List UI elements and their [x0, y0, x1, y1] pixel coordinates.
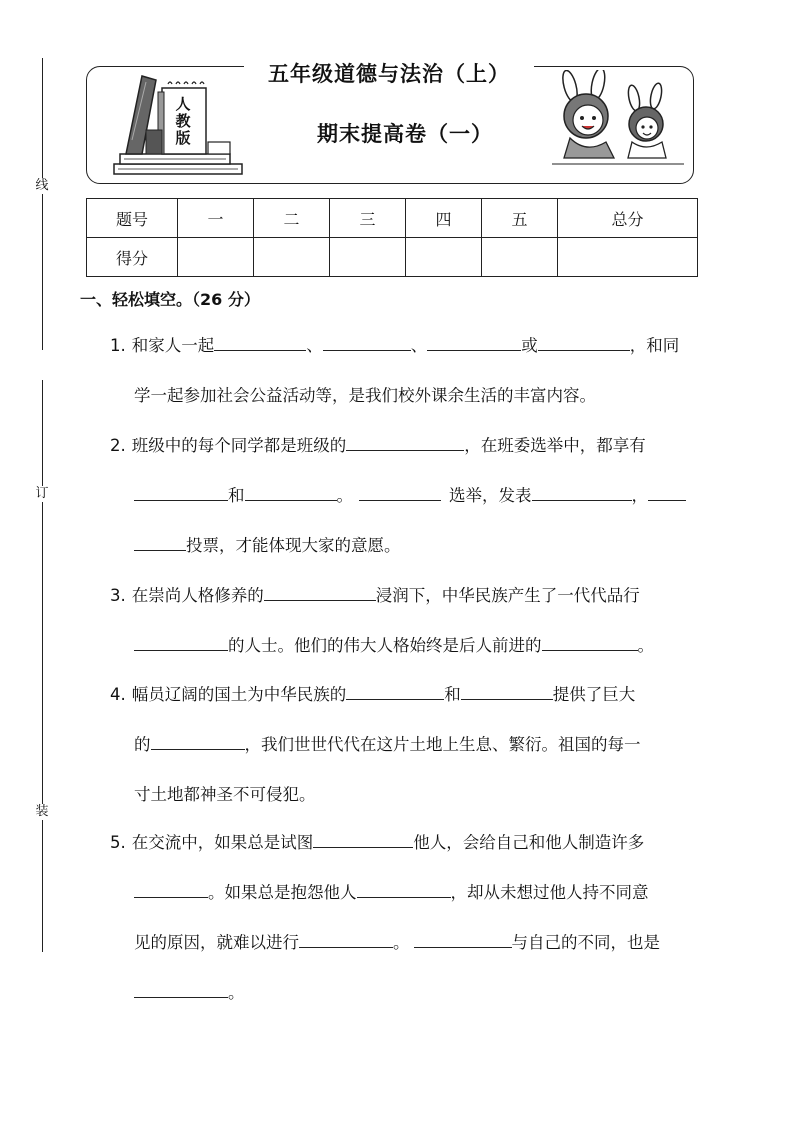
question-text: 和家人一起 — [131, 336, 215, 355]
score-cell: 二 — [254, 199, 330, 238]
question-text: 他人，会给自己和他人制造许多 — [413, 833, 645, 852]
question-text: 。如果总是抱怨他人 — [208, 883, 357, 902]
question-text: 提供了巨大 — [552, 685, 636, 704]
answer-blank[interactable] — [346, 432, 464, 451]
question-5 — [110, 818, 710, 1018]
score-cell: 三 — [330, 199, 406, 238]
question-text: ， — [631, 486, 648, 505]
question-3 — [110, 571, 710, 671]
question-text: 和 — [444, 685, 461, 704]
score-cell: 总分 — [558, 199, 698, 238]
answer-blank[interactable] — [461, 681, 553, 700]
answer-blank[interactable] — [648, 482, 686, 501]
question-text: 投票，才能体现大家的意愿。 — [186, 536, 401, 555]
answer-blank[interactable] — [134, 532, 186, 551]
question-text: 、 — [306, 336, 323, 355]
score-input-cell[interactable] — [482, 238, 558, 277]
page-title: 五年级道德与法治（上） — [244, 58, 534, 88]
answer-blank[interactable] — [134, 632, 228, 651]
answer-blank[interactable] — [264, 582, 376, 601]
question-text: 。 — [393, 933, 410, 952]
answer-blank[interactable] — [134, 482, 228, 501]
answer-blank[interactable] — [542, 632, 638, 651]
question-text: ，在班委选举中，都享有 — [464, 436, 646, 455]
binding-line-top — [42, 58, 43, 350]
question-text: 或 — [521, 336, 538, 355]
question-text: ，和同 — [629, 336, 680, 355]
answer-blank[interactable] — [313, 829, 413, 848]
question-text: 的人士。他们的伟大人格始终是后人前进的 — [228, 636, 542, 655]
answer-blank[interactable] — [414, 929, 512, 948]
question-text: 。 — [637, 636, 654, 655]
answer-blank[interactable] — [151, 731, 245, 750]
question-text: 见的原因，就难以进行 — [134, 933, 299, 952]
score-cell: 五 — [482, 199, 558, 238]
binding-label-zhuang: 装 — [32, 804, 52, 820]
question-number: 4. — [110, 685, 126, 704]
answer-blank[interactable] — [346, 681, 444, 700]
page-subtitle: 期末提高卷（一） — [317, 121, 493, 146]
question-text: 、 — [410, 336, 428, 355]
question-text: 选举，发表 — [449, 486, 532, 505]
question-text: ，我们世世代代在这片土地上生息、繁衍。祖国的每一 — [244, 735, 641, 754]
score-input-cell[interactable] — [178, 238, 254, 277]
binding-line-bottom — [42, 380, 43, 952]
edition-badge: 人教版 — [175, 95, 191, 147]
score-table-header-row — [87, 199, 698, 238]
score-cell: 四 — [406, 199, 482, 238]
binding-label-ding: 订 — [32, 486, 52, 502]
question-text: 幅员辽阔的国土为中华民族的 — [131, 685, 347, 704]
score-cell: 一 — [178, 199, 254, 238]
answer-blank[interactable] — [299, 929, 393, 948]
score-table-score-row — [87, 238, 698, 277]
question-number: 3. — [110, 586, 126, 605]
answer-blank[interactable] — [323, 332, 411, 351]
question-text: 。 — [228, 983, 245, 1002]
question-number: 5. — [110, 833, 126, 852]
cartoon-kids-illustration-icon — [548, 70, 688, 170]
answer-blank[interactable] — [245, 482, 337, 501]
answer-blank[interactable] — [532, 482, 632, 501]
answer-blank[interactable] — [214, 332, 306, 351]
question-text: 在崇尚人格修养的 — [131, 586, 264, 605]
answer-blank[interactable] — [538, 332, 630, 351]
question-text: 与自己的不同，也是 — [511, 933, 660, 952]
question-2 — [110, 421, 710, 571]
question-text: ，却从未想过他人持不同意 — [450, 883, 649, 902]
score-input-cell[interactable] — [406, 238, 482, 277]
question-text: 的 — [134, 735, 151, 754]
question-number: 2. — [110, 436, 126, 455]
score-input-cell[interactable] — [558, 238, 698, 277]
answer-blank[interactable] — [427, 332, 521, 351]
question-text: 寸土地都神圣不可侵犯。 — [134, 785, 316, 804]
question-text: 学一起参加社会公益活动等，是我们校外课余生活的丰富内容。 — [134, 386, 596, 405]
question-4 — [110, 670, 710, 820]
question-text: 在交流中，如果总是试图 — [131, 833, 314, 852]
answer-blank[interactable] — [134, 879, 208, 898]
section-title: 一、轻松填空。（26 分） — [80, 290, 260, 309]
question-text: 。 — [336, 486, 353, 505]
score-table — [86, 198, 698, 277]
answer-blank[interactable] — [357, 879, 451, 898]
question-text: 班级中的每个同学都是班级的 — [131, 436, 347, 455]
score-cell: 题号 — [87, 199, 178, 238]
answer-blank[interactable] — [359, 482, 441, 501]
score-input-cell[interactable] — [330, 238, 406, 277]
score-input-cell[interactable] — [254, 238, 330, 277]
question-1 — [110, 321, 710, 421]
score-cell: 得分 — [87, 238, 178, 277]
binding-label-xian: 线 — [32, 178, 52, 194]
question-text: 和 — [228, 486, 245, 505]
question-text: 浸润下，中华民族产生了一代代品行 — [375, 586, 640, 605]
answer-blank[interactable] — [134, 979, 228, 998]
question-number: 1. — [110, 336, 126, 355]
